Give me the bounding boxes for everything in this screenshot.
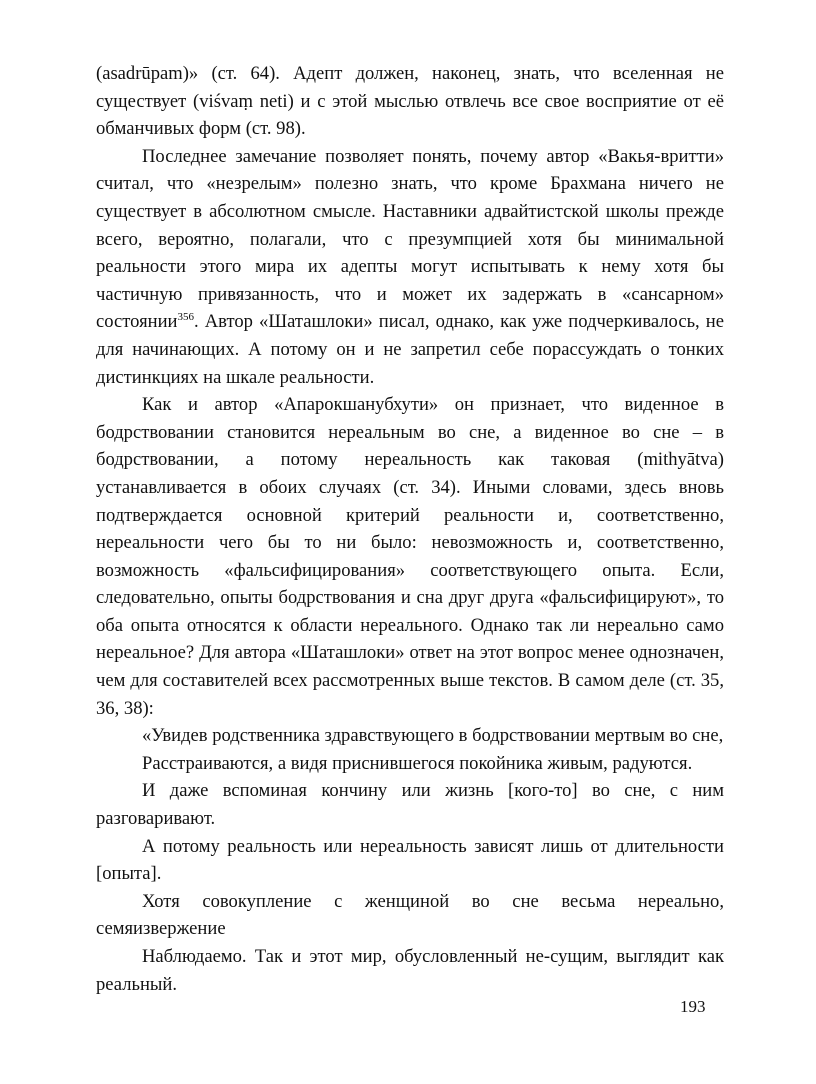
- page-body: [96, 60, 724, 998]
- footnote-ref-356: 356: [177, 311, 194, 324]
- paragraph-2-text-cont: . Автор «Шаташлоки» писал, однако, как уже подчеркивалось, не для начинающих. А потому он и не запретил себе порассуждать о тонких дистинкциях на шкале реальности.: [96, 311, 724, 388]
- verse-line-3: И даже вспоминая кончину или жизнь [кого-то] во сне, с ним разговаривают.: [96, 780, 724, 830]
- paragraph-2-text: Последнее замечание позволяет понять, почему автор «Вакья-вритти» считал, что «незрелым» полезно знать, что кроме Брахмана ничего не существует в абсолютном смысле. Наставники адвайтистской школы прежде всего, вероятно, полагали, что с презумпцией хотя бы минимальной реальности этого мира их адепты могут испытывать к нему хотя бы частичную привязанность, что и может их задержать в «сансарном» состоянии: [96, 145, 724, 333]
- verse-line-5: Хотя совокупление с женщиной во сне весьма нереально, семяизвержение: [96, 890, 724, 940]
- verse-line-6: Наблюдаемо. Так и этот мир, обусловленный не-сущим, выглядит как реальный.: [96, 946, 724, 995]
- verse-line-2: Расстраиваются, а видя приснившегося покойника живым, радуются.: [142, 752, 693, 774]
- page-number: 193: [680, 997, 706, 1016]
- paragraph-3: Как и автор «Апарокшанубхути» он признает, что виденное в бодрствовании становится нереальным во сне, а виденное во сне – в бодрствовании, а потому нереальность как таковая (mithyātva) устанавливается в обоих случаях (ст. 34). Иными словами, здесь вновь подтверждается основной критерий реальности и, соответственно, нереальности чего бы то ни было: невозможность и, соответственно, возможность «фальсифицирования» соответствующего опыта. Если, следовательно, опыты бодрствования и сна друг друга «фальсифицируют», то оба опыта относятся к области нереального. Однако так ли нереально само нереальное? Для автора «Шаташлоки» ответ на этот вопрос менее однозначен, чем для составителей всех рассмотренных выше текстов. В самом деле (ст. 35, 36, 38):: [96, 394, 724, 719]
- verse-line-4: А потому реальность или нереальность зависят лишь от длительности [опыта].: [96, 835, 724, 885]
- paragraph-2: [96, 143, 724, 391]
- verse-line-1: «Увидев родственника здравствующего в бодрствовании мертвым во сне,: [142, 725, 724, 747]
- paragraph-1: (asadrūpam)» (ст. 64). Адепт должен, наконец, знать, что вселенная не существует (viśvaṃ neti) и с этой мыслью отвлечь все свое восприятие от её обманчивых форм (ст. 98).: [96, 63, 724, 140]
